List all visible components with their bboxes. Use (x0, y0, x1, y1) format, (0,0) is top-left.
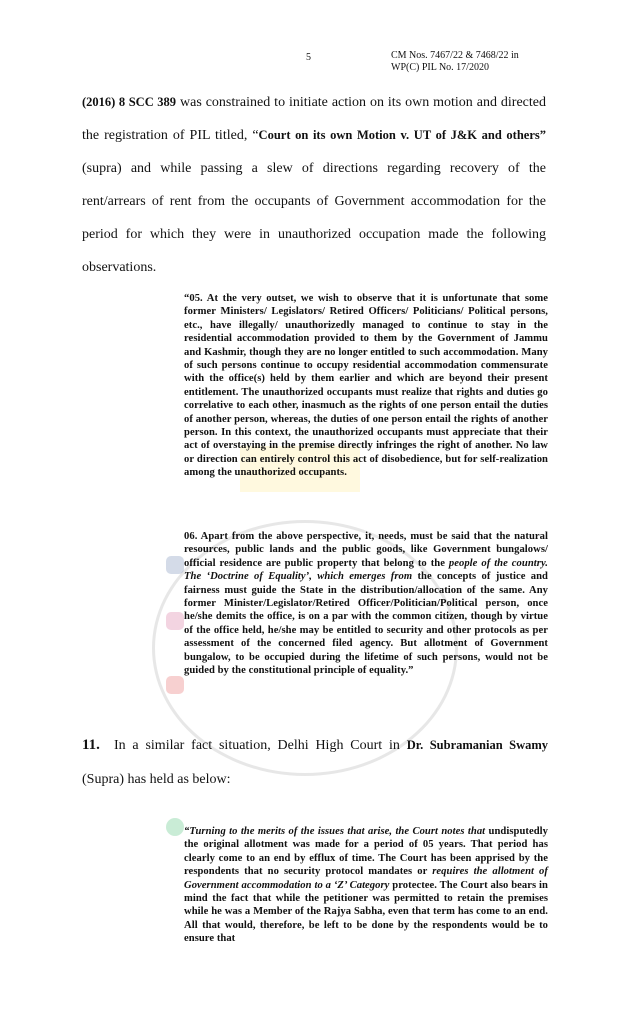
quote-05-text: “05. At the very outset, we wish to observe that it is unfortunate that some former Ministers/ Legislators/ Retired Officers/ Politicians/ Political persons, etc., have illegally/ unauthorizedly managed to continue to stay in the residential accommodation provided to them by the Government of Jammu and Kashmir, though they are no longer entitled to such accommodation. Many of such persons continue to occupy residential accommodation commensurate with the office(s) held by them earlier and which are beyond their present entitlement. The unauthorized occupants must realize that rights and duties go correlative to each other, inasmuch as the rights of one person entail the duties of another person, whereas, the duties of one person entail the rights of another person. In this context, the unauthorized occupants must appreciate that their act of overstaying in the premise directly infringes the right of another. No law or direction can entirely control this act of disobedience, but for self-realization among the unauthorized occupants. (184, 293, 548, 479)
intro-text-1: was constrained to initiate action on its own motion and directed the registration of PIL titled, “ (82, 95, 546, 143)
whatsapp-icon (166, 818, 184, 836)
paragraph-11-text-2: (Supra) has held as below: (82, 772, 231, 787)
citation: (2016) 8 SCC 389 (82, 95, 177, 109)
paragraph-11 (82, 728, 548, 797)
quote-paragraph-05 (184, 292, 548, 480)
quote-paragraph-06 (184, 530, 548, 677)
youtube-icon (166, 676, 184, 694)
quote-delhi-text-1: undisputedly the original allotment was made for a period of 05 years. That period has clearly come to an end by efflux of time. The Court has been apprised by the respondents that no security protocol mandates or (184, 826, 549, 878)
page-number: 5 (306, 52, 311, 63)
case-reference (391, 50, 519, 74)
quote-delhi-text-2: protectee. The Court also bears in mind the fact that while the petitioner was permitted to retain the premises while he was a Member of the Rajya Sabha, even that term has come to an end. All that would, therefore, be left to be done by the respondents would be to ensure that (184, 879, 548, 945)
case-reference-line-1: CM Nos. 7467/22 & 7468/22 in (391, 50, 519, 61)
instagram-icon (166, 612, 184, 630)
quote-delhi-italic-2: requires the allotment of Government accommodation to a ‘Z’ Category (184, 866, 548, 891)
facebook-icon (166, 556, 184, 574)
quote-06-text-2: the concepts of justice and fairness must guide the State in the distribution/allocation of the same. Any former Minister/Legislator/Retired Officer/Politician/Political person, once he/she demits the office, is on a par with the common citizen, though by virtue of the office held, he/she may be entitled to security and other protocols as per assessment of the concerned filed agency. But allotment of Government bungalow, to be occupied during the lifetime of such persons, would not be guided by the constitutional principle of equality.” (184, 571, 548, 677)
quote-06-text-1: 06. Apart from the above perspective, it, needs, must be said that the natural resources, public lands and the public goods, like Government bungalows/ official residence are public property that belong to the (184, 531, 548, 569)
quote-delhi-high-court (184, 825, 548, 946)
case-reference-line-2: WP(C) PIL No. 17/2020 (391, 62, 489, 73)
intro-text-2: (supra) and while passing a slew of directions regarding recovery of the rent/arrears of rent from the occupants of Government accommodation for the period for which they were in unauthorized occupation made the following observations. (82, 161, 546, 275)
quote-delhi-italic-1: “Turning to the merits of the issues that arise, the Court notes that (184, 826, 486, 837)
paragraph-11-text-1: In a similar fact situation, Delhi High Court in (113, 738, 407, 753)
case-title: Court on its own Motion v. UT of J&K and others” (258, 128, 546, 142)
intro-paragraph (82, 86, 546, 284)
paragraph-number: 11. (82, 737, 100, 753)
quote-06-italic: people of the country. The ‘Doctrine of Equality’, which emerges from (184, 557, 549, 583)
cited-case-name: Dr. Subramanian Swamy (406, 738, 549, 752)
